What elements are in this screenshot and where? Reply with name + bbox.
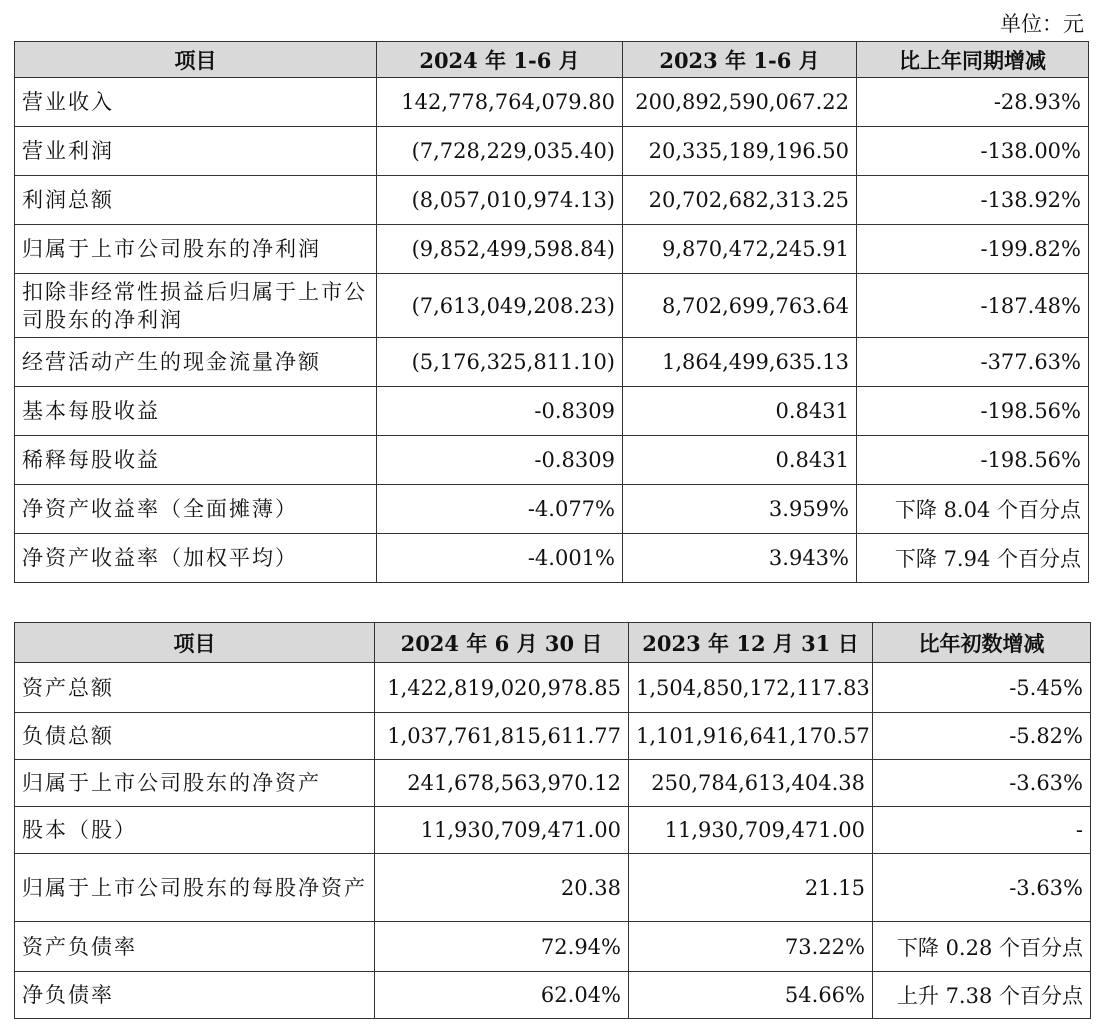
- table-row: [15, 534, 1089, 583]
- value-2023: 54.66%: [629, 972, 873, 1019]
- header-2024-h1: 2024 年 1-6 月: [377, 42, 623, 78]
- row-label: 资产负债率: [15, 922, 375, 972]
- balance-summary-table: [14, 622, 1091, 1019]
- table-row: [15, 338, 1089, 387]
- header-2023-h1: 2023 年 1-6 月: [623, 42, 857, 78]
- value-change: 下降 0.28 个百分点: [873, 922, 1091, 972]
- table-row: [15, 807, 1091, 854]
- value-2023: 1,504,850,172,117.83: [629, 663, 873, 713]
- value-change: -198.56%: [857, 436, 1089, 485]
- table-row: [15, 922, 1091, 972]
- unit-label: 单位：元: [1000, 12, 1084, 36]
- row-label: 经营活动产生的现金流量净额: [15, 338, 377, 387]
- row-label: 营业利润: [15, 127, 377, 176]
- table-header-row: [15, 623, 1091, 663]
- value-2023: 9,870,472,245.91: [623, 225, 857, 274]
- value-change: -187.48%: [857, 274, 1089, 338]
- table-row: [15, 274, 1089, 338]
- value-2023: 0.8431: [623, 436, 857, 485]
- value-2023: 3.959%: [623, 485, 857, 534]
- value-2023: 200,892,590,067.22: [623, 78, 857, 127]
- header-item: 项目: [15, 623, 375, 663]
- value-2024: 142,778,764,079.80: [377, 78, 623, 127]
- value-2023: 1,864,499,635.13: [623, 338, 857, 387]
- value-change: -5.82%: [873, 713, 1091, 760]
- row-label: 归属于上市公司股东的净利润: [15, 225, 377, 274]
- value-2024: (7,728,229,035.40): [377, 127, 623, 176]
- table-row: [15, 854, 1091, 922]
- table-row: [15, 387, 1089, 436]
- row-label: 基本每股收益: [15, 387, 377, 436]
- value-2023: 21.15: [629, 854, 873, 922]
- value-change: 上升 7.38 个百分点: [873, 972, 1091, 1019]
- header-change-from-start: 比年初数增减: [873, 623, 1091, 663]
- row-label: 扣除非经常性损益后归属于上市公司股东的净利润: [15, 274, 377, 338]
- table-row: [15, 176, 1089, 225]
- table-row: [15, 760, 1091, 807]
- value-change: -28.93%: [857, 78, 1089, 127]
- value-change: -5.45%: [873, 663, 1091, 713]
- value-change: -198.56%: [857, 387, 1089, 436]
- value-2024: 11,930,709,471.00: [375, 807, 629, 854]
- value-2024: 1,037,761,815,611.77: [375, 713, 629, 760]
- table-row: [15, 485, 1089, 534]
- value-2024: (7,613,049,208.23): [377, 274, 623, 338]
- value-change: -3.63%: [873, 854, 1091, 922]
- table-row: [15, 127, 1089, 176]
- value-change: 下降 8.04 个百分点: [857, 485, 1089, 534]
- value-2023: 0.8431: [623, 387, 857, 436]
- value-2024: -4.001%: [377, 534, 623, 583]
- value-2023: 20,702,682,313.25: [623, 176, 857, 225]
- table-row: [15, 225, 1089, 274]
- value-2023: 250,784,613,404.38: [629, 760, 873, 807]
- header-item: 项目: [15, 42, 377, 78]
- value-change: 下降 7.94 个百分点: [857, 534, 1089, 583]
- value-2024: -0.8309: [377, 436, 623, 485]
- value-2024: (5,176,325,811.10): [377, 338, 623, 387]
- row-label: 归属于上市公司股东的净资产: [15, 760, 375, 807]
- header-2023-12-31: 2023 年 12 月 31 日: [629, 623, 873, 663]
- value-2023: 73.22%: [629, 922, 873, 972]
- value-2023: 3.943%: [623, 534, 857, 583]
- row-label: 净资产收益率（加权平均）: [15, 534, 377, 583]
- value-2023: 11,930,709,471.00: [629, 807, 873, 854]
- row-label: 净资产收益率（全面摊薄）: [15, 485, 377, 534]
- table-row: [15, 972, 1091, 1019]
- value-change: -138.00%: [857, 127, 1089, 176]
- row-label: 股本（股）: [15, 807, 375, 854]
- value-2024: (9,852,499,598.84): [377, 225, 623, 274]
- value-change: -: [873, 807, 1091, 854]
- value-change: -199.82%: [857, 225, 1089, 274]
- value-change: -377.63%: [857, 338, 1089, 387]
- table-row: [15, 436, 1089, 485]
- value-2023: 8,702,699,763.64: [623, 274, 857, 338]
- header-2024-06-30: 2024 年 6 月 30 日: [375, 623, 629, 663]
- income-summary-table: [14, 41, 1089, 583]
- row-label: 资产总额: [15, 663, 375, 713]
- row-label: 营业收入: [15, 78, 377, 127]
- table-row: [15, 663, 1091, 713]
- value-2024: 62.04%: [375, 972, 629, 1019]
- value-2024: 72.94%: [375, 922, 629, 972]
- value-2024: 1,422,819,020,978.85: [375, 663, 629, 713]
- row-label: 净负债率: [15, 972, 375, 1019]
- value-2023: 1,101,916,641,170.57: [629, 713, 873, 760]
- value-2024: -0.8309: [377, 387, 623, 436]
- table-row: [15, 78, 1089, 127]
- value-2024: (8,057,010,974.13): [377, 176, 623, 225]
- row-label: 负债总额: [15, 713, 375, 760]
- value-2024: 241,678,563,970.12: [375, 760, 629, 807]
- value-change: -138.92%: [857, 176, 1089, 225]
- table-row: [15, 713, 1091, 760]
- value-change: -3.63%: [873, 760, 1091, 807]
- value-2023: 20,335,189,196.50: [623, 127, 857, 176]
- table-header-row: [15, 42, 1089, 78]
- value-2024: -4.077%: [377, 485, 623, 534]
- row-label: 利润总额: [15, 176, 377, 225]
- value-2024: 20.38: [375, 854, 629, 922]
- row-label: 稀释每股收益: [15, 436, 377, 485]
- header-yoy-change: 比上年同期增减: [857, 42, 1089, 78]
- row-label: 归属于上市公司股东的每股净资产: [15, 854, 375, 922]
